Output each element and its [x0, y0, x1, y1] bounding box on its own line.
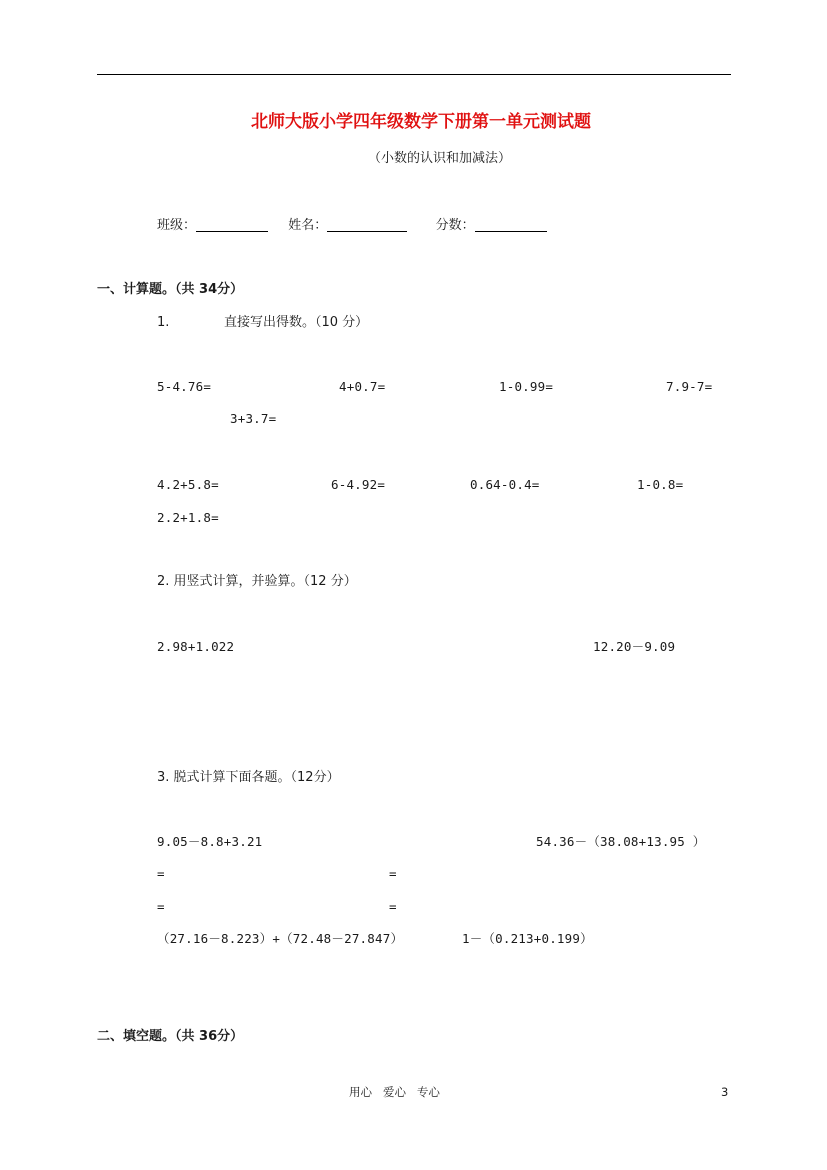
- q1-row1-item-3: 1-0.99=: [499, 379, 554, 394]
- q3-equals-2a: =: [389, 866, 397, 881]
- q3-equals-1b: =: [157, 899, 165, 914]
- header-rule: [97, 74, 731, 75]
- section2-heading: 二、填空题。（共 36分）: [97, 1029, 244, 1044]
- footer-motto: 用心 爱心 专心: [349, 1085, 440, 1099]
- q1-row1-extra: 3+3.7=: [230, 411, 277, 426]
- q1-number: 1.: [157, 315, 170, 330]
- q3-expr-2: 54.36－（38.08+13.95 ）: [536, 834, 706, 849]
- page-title: 北师大版小学四年级数学下册第一单元测试题: [251, 112, 591, 132]
- q3-expr-3: （27.16－8.223）+（72.48－27.847）: [157, 931, 404, 946]
- q1-row2-item-3: 0.64-0.4=: [470, 477, 540, 492]
- name-blank[interactable]: [327, 217, 407, 232]
- q3-text: 3. 脱式计算下面各题。（12分）: [157, 770, 340, 785]
- score-label: 分数：: [435, 218, 475, 233]
- q1-row2-item-4: 1-0.8=: [637, 477, 684, 492]
- q2-item-2: 12.20－9.09: [593, 639, 676, 654]
- q1-row2-item-1: 4.2+5.8=: [157, 477, 219, 492]
- q3-equals-1a: =: [157, 866, 165, 881]
- info-row: [157, 217, 547, 232]
- class-blank[interactable]: [196, 217, 268, 232]
- q1-row1-item-4: 7.9-7=: [666, 379, 713, 394]
- name-label: 姓名：: [288, 218, 328, 233]
- q2-item-1: 2.98+1.022: [157, 639, 235, 654]
- q2-text: 2. 用竖式计算，并验算。（12 分）: [157, 574, 357, 589]
- page-subtitle: （小数的认识和加减法）: [368, 151, 512, 166]
- q1-row2-item-2: 6-4.92=: [331, 477, 386, 492]
- q1-row2-extra: 2.2+1.8=: [157, 510, 219, 525]
- q1-row1-item-1: 5-4.76=: [157, 379, 212, 394]
- q1-text: 直接写出得数。（10 分）: [224, 315, 369, 330]
- page-number: 3: [721, 1085, 729, 1099]
- q1-row1-item-2: 4+0.7=: [339, 379, 386, 394]
- class-label: 班级：: [157, 218, 197, 233]
- q3-expr-1: 9.05－8.8+3.21: [157, 834, 263, 849]
- score-blank[interactable]: [475, 217, 547, 232]
- q3-expr-4: 1－（0.213+0.199）: [462, 931, 593, 946]
- section1-heading: 一、计算题。（共 34分）: [97, 282, 244, 297]
- q3-equals-2b: =: [389, 899, 397, 914]
